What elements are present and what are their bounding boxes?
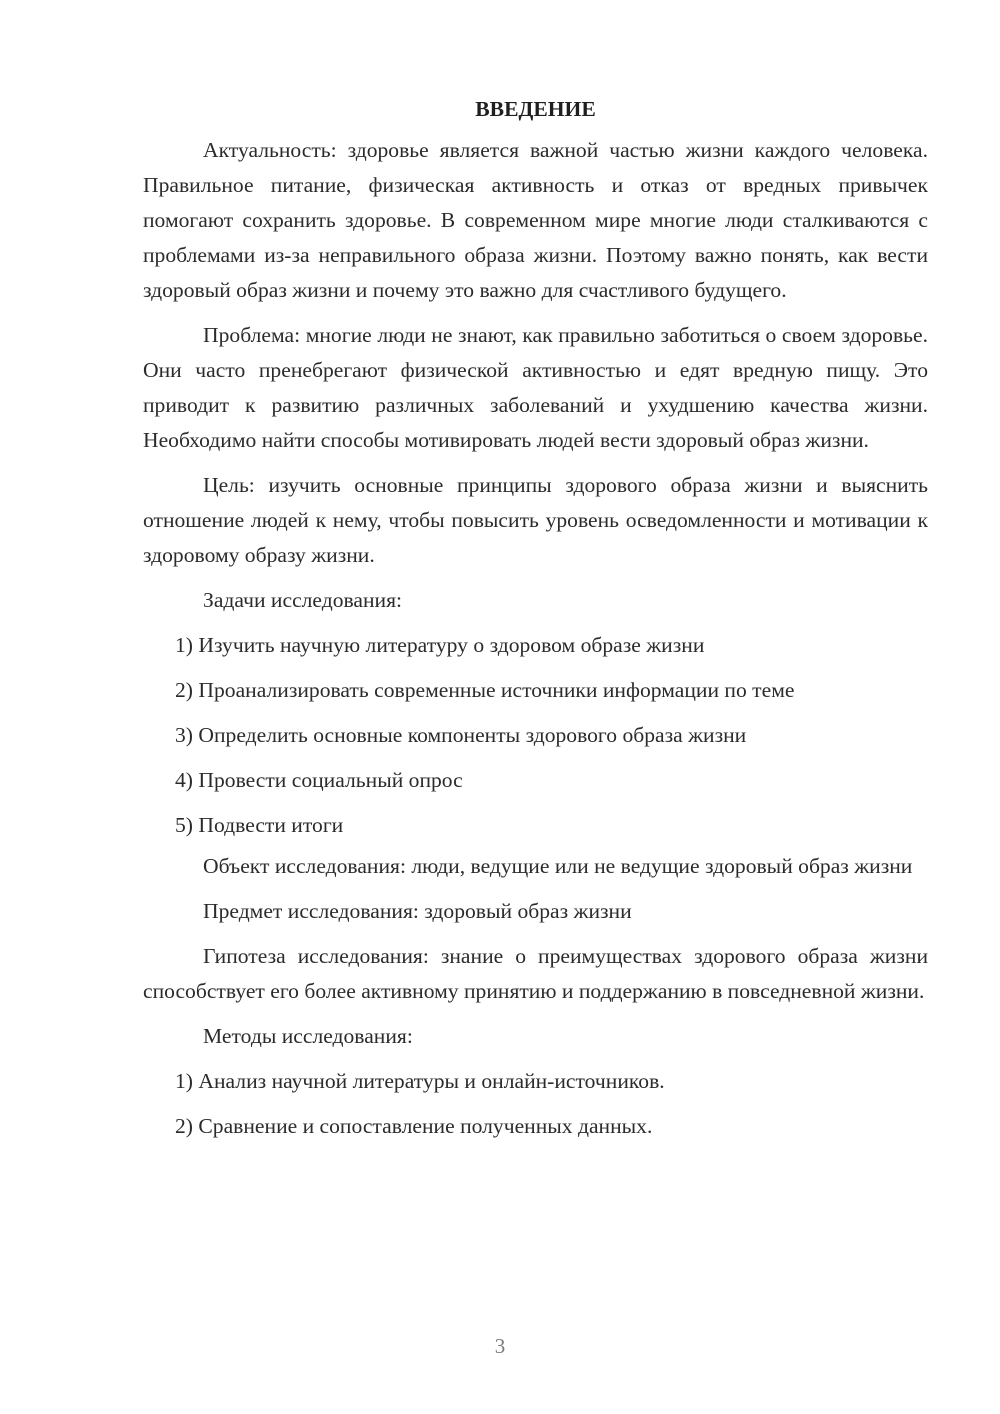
task-item: 5) Подвести итоги [175,813,344,837]
page-content [143,92,928,1154]
methods-list [143,1064,928,1144]
tasks-heading: Задачи исследования: [203,588,403,612]
method-item: 1) Анализ научной литературы и онлайн-источников. [175,1069,665,1093]
task-item: 3) Определить основные компоненты здорового образа жизни [175,723,747,747]
task-item: 4) Провести социальный опрос [175,768,463,792]
tasks-list [143,628,928,843]
paragraph-problem: Проблема: многие люди не знают, как правильно заботиться о своем здоровье. Они часто пренебрегают физической активностью и едят вредную пищу. Это приводит к развитию различных заболеваний и ухудшению качества жизни. Необходимо найти способы мотивировать людей вести здоровый образ жизни. [143,323,928,452]
paragraph-hypothesis: Гипотеза исследования: знание о преимуществах здорового образа жизни способствует его более активному принятию и поддержанию в повседневной жизни. [143,944,928,1003]
method-item: 2) Сравнение и сопоставление полученных данных. [175,1114,653,1138]
page-number: 3 [494,1334,506,1358]
section-title: ВВЕДЕНИЕ [475,97,596,121]
paragraph-subject: Предмет исследования: здоровый образ жизни [203,899,632,923]
methods-heading: Методы исследования: [203,1024,413,1048]
task-item: 2) Проанализировать современные источники информации по теме [175,678,795,702]
paragraph-goal: Цель: изучить основные принципы здорового образа жизни и выяснить отношение людей к нему, чтобы повысить уровень осведомленности и мотивации к здоровому образу жизни. [143,473,928,567]
paragraph-actuality: Актуальность: здоровье является важной частью жизни каждого человека. Правильное питание, физическая активность и отказ от вредных привычек помогают сохранить здоровье. В современном мире многие люди сталкиваются с проблемами из-за неправильного образа жизни. Поэтому важно понять, как вести здоровый образ жизни и почему это важно для счастливого будущего. [143,138,928,302]
paragraph-object: Объект исследования: люди, ведущие или не ведущие здоровый образ жизни [203,854,913,878]
task-item: 1) Изучить научную литературу о здоровом образе жизни [175,633,705,657]
